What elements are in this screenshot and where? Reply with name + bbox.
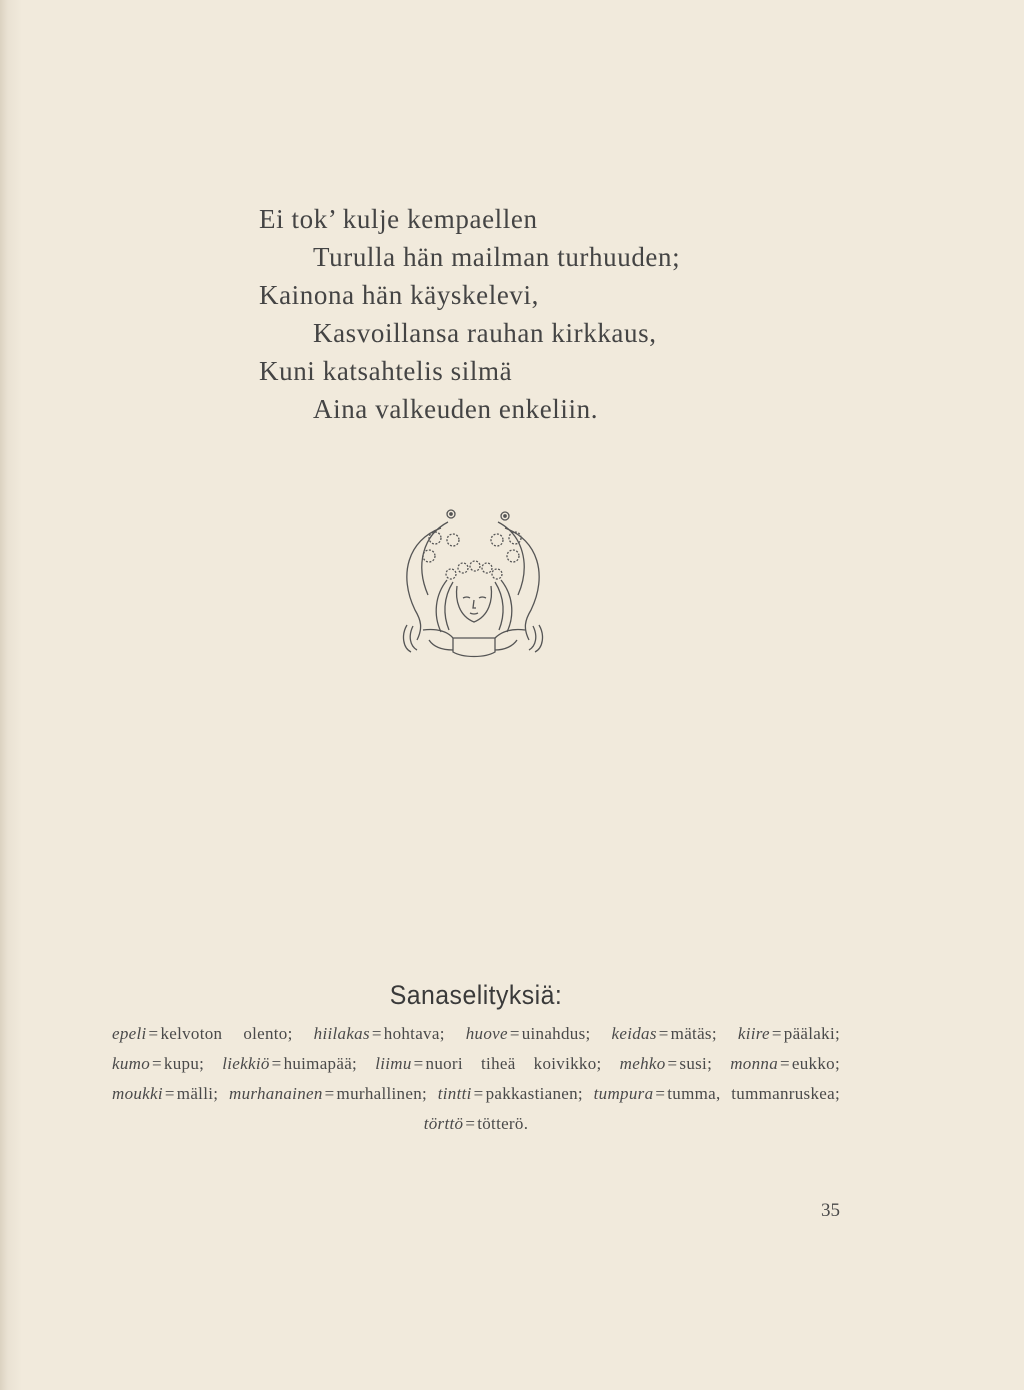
glossary-term: tumpura	[593, 1084, 654, 1103]
poem-line-6: Aina valkeuden enkeliin.	[313, 394, 599, 424]
separator: ;	[596, 1054, 602, 1073]
glossary-definition: pakkastianen	[485, 1084, 578, 1103]
equals-sign: =	[148, 1024, 159, 1043]
glossary-title: Sanaselityksiä:	[389, 980, 563, 1010]
equals-sign: =	[271, 1054, 282, 1073]
equals-sign: =	[473, 1084, 484, 1103]
glossary-definition: kelvoton olento	[160, 1024, 288, 1043]
glossary-term: keidas	[611, 1024, 657, 1043]
glossary-entry	[620, 1054, 712, 1073]
glossary-definition: susi	[679, 1054, 708, 1073]
glossary-definition: tumma, tummanruskea	[667, 1084, 835, 1103]
glossary-term: huove	[465, 1024, 508, 1043]
glossary-term: tintti	[437, 1084, 472, 1103]
glossary-entry	[112, 1084, 218, 1103]
poem-line-5: Kuni katsahtelis silmä	[259, 356, 513, 386]
equals-sign: =	[780, 1054, 790, 1073]
equals-sign: =	[371, 1024, 382, 1043]
separator: ;	[352, 1054, 358, 1073]
glossary-entry	[466, 1024, 591, 1043]
glossary-definition: nuori tiheä koivikko	[425, 1054, 597, 1073]
glossary-entry	[594, 1084, 840, 1103]
glossary-definition: päälaki	[783, 1024, 835, 1043]
glossary-term: moukki	[112, 1084, 163, 1103]
glossary-definition: mätäs	[670, 1024, 712, 1043]
glossary-term: liimu	[375, 1054, 412, 1073]
glossary-definition: kupu	[163, 1054, 200, 1073]
glossary-definition: mälli	[176, 1084, 214, 1103]
glossary-definition: eukko	[791, 1054, 835, 1073]
glossary-term: hiilakas	[313, 1024, 370, 1043]
glossary-entry	[738, 1024, 840, 1043]
equals-sign: =	[152, 1054, 162, 1073]
separator: .	[523, 1114, 529, 1133]
page-number: 35	[821, 1200, 840, 1221]
separator: ;	[711, 1024, 717, 1043]
glossary-term: kumo	[112, 1054, 151, 1073]
glossary-entry	[222, 1054, 357, 1073]
glossary-entry	[314, 1024, 445, 1043]
equals-sign: =	[667, 1054, 678, 1073]
glossary-term: murhanainen	[229, 1084, 323, 1103]
separator: ;	[213, 1084, 219, 1103]
equals-sign: =	[655, 1084, 666, 1103]
equals-sign: =	[413, 1054, 424, 1073]
glossary-definition: tötterö	[477, 1114, 524, 1133]
separator: ;	[439, 1024, 445, 1043]
poem-stanza	[259, 200, 819, 428]
glossary-definition: huimapää	[283, 1054, 353, 1073]
poem-line-4: Kasvoillansa rauhan kirkkaus,	[313, 318, 657, 348]
glossary-term: monna	[730, 1054, 778, 1073]
separator: ;	[585, 1024, 591, 1043]
separator: ;	[287, 1024, 293, 1043]
equals-sign: =	[465, 1114, 476, 1133]
maiden-vignette-icon	[393, 500, 553, 665]
glossary-term: liekkiö	[222, 1054, 270, 1073]
glossary-definition: murhallinen	[336, 1084, 422, 1103]
glossary-term: mehko	[619, 1054, 666, 1073]
equals-sign: =	[771, 1024, 782, 1043]
separator: ;	[577, 1084, 583, 1103]
glossary-entry	[730, 1054, 840, 1073]
glossary-entry	[112, 1054, 204, 1073]
separator: ;	[834, 1084, 840, 1103]
glossary-entry	[612, 1024, 717, 1043]
glossary-term: kiire	[737, 1024, 770, 1043]
poem-line-3: Kainona hän käyskelevi,	[259, 280, 539, 310]
glossary-term: epeli	[112, 1024, 147, 1043]
glossary-entry	[112, 1024, 293, 1043]
glossary-definition: uinahdus	[521, 1024, 586, 1043]
glossary-entries	[112, 1019, 840, 1139]
separator: ;	[707, 1054, 713, 1073]
separator: ;	[834, 1054, 840, 1073]
equals-sign: =	[164, 1084, 175, 1103]
poem-line-1: Ei tok’ kulje kempaellen	[259, 204, 538, 234]
separator: ;	[834, 1024, 840, 1043]
glossary	[112, 980, 840, 1139]
glossary-entry	[229, 1084, 427, 1103]
glossary-entry	[375, 1054, 601, 1073]
separator: ;	[422, 1084, 428, 1103]
glossary-entry	[438, 1084, 583, 1103]
glossary-definition: hohtava	[383, 1024, 440, 1043]
glossary-entry	[424, 1114, 529, 1133]
equals-sign: =	[324, 1084, 335, 1103]
equals-sign: =	[658, 1024, 669, 1043]
poem-line-2: Turulla hän mailman turhuuden;	[313, 242, 681, 272]
equals-sign: =	[509, 1024, 520, 1043]
glossary-term: törttö	[423, 1114, 464, 1133]
separator: ;	[199, 1054, 205, 1073]
